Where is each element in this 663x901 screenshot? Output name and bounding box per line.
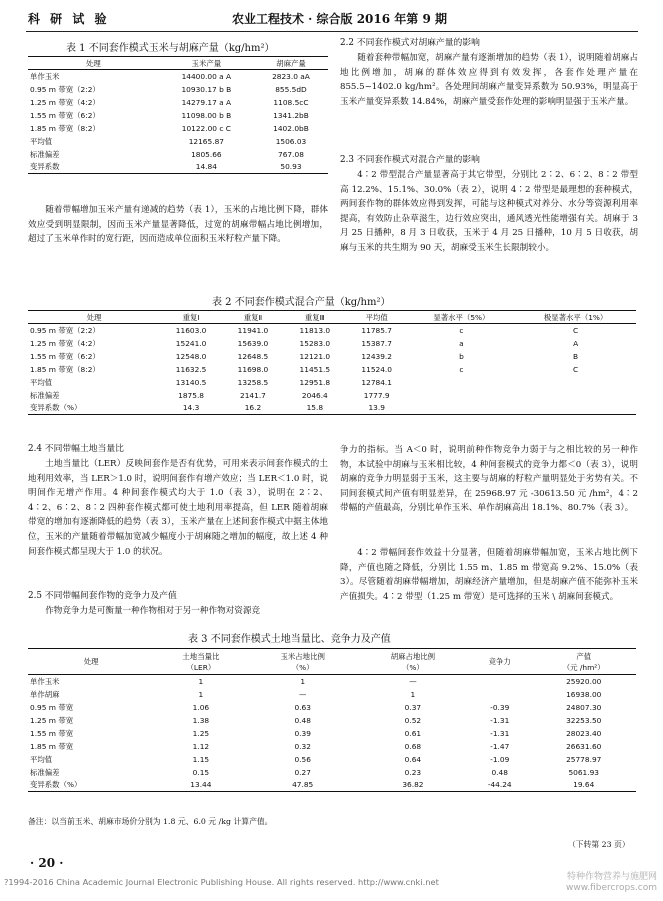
- table1-cell: 1108.5cC: [273, 97, 309, 107]
- table3-cell: 平均值: [30, 754, 53, 764]
- table1-cell: 变异系数: [30, 162, 60, 172]
- table2-cell: [515, 402, 636, 415]
- table1: [28, 56, 328, 174]
- section-2-5-heading: 2.5 不同带幅间套作物的竞争力及产值: [28, 591, 177, 601]
- table3-cell: -1.47: [490, 741, 510, 751]
- table3-row: [28, 753, 636, 766]
- table1-cell: 1805.66: [191, 149, 222, 159]
- table3-cell: —: [409, 676, 417, 686]
- table3-row: [28, 766, 636, 779]
- table3-cell: 1: [410, 689, 416, 699]
- table3-cell: 0.27: [294, 767, 311, 777]
- continued-note: （下转第 23 页）: [568, 840, 630, 849]
- table2-cell: c: [459, 364, 464, 374]
- table2-cell: b: [459, 351, 464, 361]
- table2-row: [28, 402, 636, 415]
- table2-cell: 15639.0: [237, 338, 269, 348]
- table2-cell: B: [573, 351, 579, 361]
- table3-cell: 变异系数（%）: [30, 780, 82, 790]
- table3-cell: [468, 688, 531, 701]
- table2-title: 表 2 不同套作模式混合产量（kg/hm²）: [212, 297, 391, 308]
- table1-title: 表 1 不同套作模式玉米与胡麻产量（kg/hm²）: [66, 43, 275, 54]
- table2-cell: 14.3: [182, 403, 200, 413]
- table2-cell: [515, 376, 636, 389]
- table3-row: [28, 675, 636, 688]
- table2-cell: 11785.7: [361, 325, 392, 335]
- table3-header-row: [28, 649, 636, 675]
- table2-cell: 1875.8: [178, 390, 205, 400]
- table1-cell: 855.5dD: [275, 84, 307, 94]
- table3-cell: 47.85: [292, 780, 314, 790]
- output-value-paragraph: 4∶2 带幅间套作效益十分显著，但随着胡麻带幅加宽，玉米占地比例下降，产值也随之降低，分别比 1.55 m、1.85 m 带宽高 9.2%、15.0%（表 3）。尽管随着胡麻带幅增加，胡麻经济产量增加，但是胡麻产值不能弥补玉米产值损失。4∶2 带型（1.25 m 带宽）是可选择的玉米 \ 胡麻间套模式。: [340, 548, 638, 602]
- table3-cell: 25920.00: [566, 676, 602, 686]
- table3-col-header: 产值 （元 /hm²）: [562, 651, 605, 672]
- table3-cell: 1.12: [192, 741, 210, 751]
- table1-cell: 2823.0 aA: [272, 71, 310, 81]
- table1-cell: 14.84: [195, 162, 217, 172]
- table3-row: [28, 688, 636, 701]
- table1-cell: 单作玉米: [30, 71, 60, 81]
- table3-cell: 0.15: [192, 767, 210, 777]
- table2-cell: 2141.7: [240, 390, 266, 400]
- table2-cell: 11524.0: [361, 364, 392, 374]
- table2-cell: 12784.1: [361, 377, 392, 387]
- table1-row: [28, 96, 328, 109]
- table2-cell: 0.95 m 带宽（2:2）: [30, 325, 100, 335]
- table2-cell: A: [573, 338, 579, 348]
- table1-row: [28, 161, 328, 174]
- table2-cell: c: [459, 325, 464, 335]
- table3-cell: [468, 675, 531, 688]
- table3-cell: 0.61: [404, 728, 422, 738]
- header-rule: [26, 31, 638, 32]
- table1-row: [28, 83, 328, 96]
- table2-row: [28, 350, 636, 363]
- table2-cell: 13.9: [368, 403, 385, 413]
- table1-cell: 标准偏差: [30, 149, 60, 159]
- section-2-2-heading: 2.2 不同套作模式对胡麻产量的影响: [340, 38, 480, 48]
- table2-cell: 15283.0: [299, 338, 331, 348]
- table2-row: [28, 337, 636, 350]
- table3-cell: -1.31: [490, 728, 510, 738]
- table2-cell: 12648.5: [237, 351, 269, 361]
- table3-cell: 13.44: [190, 780, 212, 790]
- table2-col-header: 重复Ⅲ: [304, 312, 325, 322]
- table3-cell: 0.37: [404, 702, 422, 712]
- table3-cell: 1: [198, 676, 204, 686]
- table2-cell: a: [459, 338, 464, 348]
- table2-cell: 1.25 m 带宽（4:2）: [30, 338, 100, 348]
- table3-cell: 0.48: [491, 767, 508, 777]
- table3-cell: 0.48: [294, 715, 311, 725]
- table3-cell: 0.39: [294, 728, 311, 738]
- section-2-2-text: 随着套种带幅加宽，胡麻产量有逐渐增加的趋势（表 1），说明随着胡麻占地比例增加，胡麻的群体效应得到有效发挥，各套作处理产量在 855.5~1402.0 kg/hm²。各处理间胡麻产量变异系数为 50.93%，明显高于玉米产量变异系数 14.84%，胡麻产量受套作处理的影响明显强于玉米产量。: [340, 53, 638, 107]
- table2-header-row: [28, 311, 636, 324]
- table3-col-header: 竞争力: [488, 657, 511, 666]
- table2-row: [28, 389, 636, 402]
- table1-col-header: 玉米产量: [191, 58, 222, 68]
- watermark-line: www.fibercrops.com: [566, 883, 657, 893]
- table2-cell: 11813.0: [299, 325, 331, 335]
- table1-cell: 平均值: [30, 136, 53, 146]
- table3-cell: 0.52: [404, 715, 422, 725]
- table3-row: [28, 779, 636, 792]
- table3-row: [28, 740, 636, 753]
- table1-cell: 14400.00 a A: [181, 71, 232, 81]
- table3-cell: 1.25 m 带宽: [30, 715, 74, 725]
- table1-cell: 0.95 m 带宽（2:2）: [30, 84, 100, 94]
- table1-cell: 1402.0bB: [273, 123, 309, 133]
- table2-cell: 平均值: [30, 377, 53, 387]
- section-2-3-heading: 2.3 不同套作模式对混合产量的影响: [340, 155, 480, 165]
- table3-col-header: 处理: [83, 657, 99, 666]
- page-number: · 20 ·: [30, 856, 64, 870]
- section-2-5-text: 作物竞争力是可衡量一种作物相对于另一种作物对资源竞: [45, 606, 261, 616]
- table2-cell: 1777.9: [363, 390, 390, 400]
- table2-col-header: 处理: [86, 312, 102, 322]
- table3-cell: 32253.50: [566, 715, 602, 725]
- table3-cell: -1.31: [490, 715, 510, 725]
- table3-row: [28, 701, 636, 714]
- table3-cell: 26631.60: [566, 741, 602, 751]
- table3-cell: 1.38: [192, 715, 210, 725]
- table2-col-header: 极显著水平（1%）: [543, 312, 608, 322]
- table3-col-header: 玉米占地比例 （%）: [280, 651, 325, 672]
- table3-col-header: 土地当量比 （LER）: [182, 651, 220, 672]
- table1-cell: 1.85 m 带宽（8:2）: [30, 123, 100, 133]
- copyright-footer: ?1994-2016 China Academic Journal Electronic Publishing House. All rights reserved. http://www.cnki.net: [0, 876, 663, 901]
- watermark-line: 特种作物营养与施肥网: [566, 872, 657, 882]
- table2-cell: 11603.0: [175, 325, 207, 335]
- table3-cell: 0.32: [294, 741, 311, 751]
- table2-cell: 2046.4: [301, 390, 328, 400]
- journal-header: 农业工程技术 · 综合版 2016 年第 9 期: [232, 12, 447, 26]
- table2-cell: 12548.0: [175, 351, 207, 361]
- table2-cell: 13258.5: [237, 377, 269, 387]
- table1-cell: 1506.03: [275, 136, 307, 146]
- table1-cell: 1.25 m 带宽（4:2）: [30, 97, 100, 107]
- table3-cell: 36.82: [402, 780, 424, 790]
- table1-row: [28, 109, 328, 122]
- table2-col-header: 重复Ⅰ: [182, 312, 200, 322]
- table2-cell: 16.2: [244, 403, 262, 413]
- table1-cell: 50.93: [280, 162, 302, 172]
- table1-col-header: 处理: [85, 58, 101, 68]
- table1-row: [28, 70, 328, 83]
- table1-row: [28, 122, 328, 135]
- table3-cell: 0.56: [294, 754, 311, 764]
- table3-cell: 标准偏差: [30, 767, 60, 777]
- table1-cell: 14279.17 a A: [181, 97, 232, 107]
- table1-row: [28, 148, 328, 161]
- table3-cell: 1.15: [192, 754, 210, 764]
- table1-cell: 11098.00 b B: [181, 110, 232, 120]
- table3-cell: -44.24: [487, 780, 512, 790]
- table3-cell: 单作玉米: [30, 676, 60, 686]
- table3-cell: 1.25: [192, 728, 210, 738]
- table3-cell: 0.68: [404, 741, 422, 751]
- table2-cell: 15.8: [306, 403, 324, 413]
- table2-col-header: 重复Ⅱ: [243, 312, 263, 322]
- table3-cell: 1: [198, 689, 204, 699]
- table2-cell: [408, 376, 516, 389]
- table3-cell: -1.09: [490, 754, 510, 764]
- table2-col-header: 平均值: [365, 312, 388, 322]
- table3-cell: 0.64: [404, 754, 422, 764]
- section-2-3-text: 4∶2 带型混合产量显著高于其它带型，分别比 2∶2、6∶2、8∶2 带型高 12.2%、15.1%、30.0%（表 2），说明 4∶2 带型是最理想的套种模式，两间套作物的群体效应得到发挥，可能与这种模式对养分、水分等资源利用率提高，有效防止杂草滋生，边行效应突出，通风透光性能增强有关。胡麻于 3 月 25 日播种，8 月 3 日收获，玉米于 4 月 25 日播种，10 月 5 日收获，胡麻与玉米的共生期为 90 天，胡麻受玉米生长限制较小。: [340, 170, 638, 253]
- competitiveness-paragraph: 争力的指标。当 A＜0 时，说明前种作物竞争力弱于与之相比较的另一种作物，本试验中胡麻与玉米相比较，4 种间套模式的竞争力都＜0（表 3），说明胡麻的竞争力明显弱于玉米，这主要与胡麻的籽粒产量明显处于劣势有关。不同间套模式间产值有明显差异，在 25968.97 元 -30613.50 元 /hm²，4∶2 带幅的产值最高，分别比单作玉米、单作胡麻高出 18.1%、80.7%（表 3）。: [340, 445, 638, 514]
- table2-cell: 11698.0: [237, 364, 269, 374]
- table3-cell: 5061.93: [568, 767, 599, 777]
- table2-cell: 变异系数（%）: [30, 403, 82, 413]
- table3: [28, 648, 636, 792]
- table3-cell: —: [298, 689, 307, 699]
- table3-row: [28, 714, 636, 727]
- table1-header-row: [28, 57, 328, 70]
- paragraph-maize-yield: 随着带幅增加玉米产量有递减的趋势（表 1），玉米的占地比例下降，群体效应受到明显限制，因而玉米产量显著降低，过宽的胡麻带幅占地比例增加，超过了玉米单作时的宽行距，因而造成单位面积玉米籽粒产量下降。: [28, 205, 328, 245]
- table2-row: [28, 363, 636, 376]
- table2-cell: 标准偏差: [30, 390, 60, 400]
- table3-note: 备注：以当前玉米、胡麻市场价分别为 1.8 元、6.0 元 /kg 计算产值。: [28, 817, 273, 826]
- table3-cell: 28023.40: [566, 728, 602, 738]
- table3-cell: 1.55 m 带宽: [30, 728, 74, 738]
- table3-cell: 25778.97: [566, 754, 602, 764]
- section-2-4-text: 土地当量比（LER）反映间套作是否有优势，可用来表示间套作模式的土地利用效率，当 LER＞1.0 时，说明间套作有增产效应；当 LER＜1.0 时，说明间作无增产作用。4 种间套作模式均大于 1.0（表 3），说明在 2∶2、4∶2、6∶2、8∶2 四种套作模式都可使土地利用率提高，但 LER 随着胡麻带宽的增加有逐渐降低的趋势（表 3），玉米产量在上述间套作模式中据主体地位，玉米的产量随着带幅加宽减少幅度小于胡麻随之增加的幅度，故上述 4 种间套作模式都呈现大于 1.0 的状况。: [28, 459, 328, 557]
- watermark: [566, 872, 657, 894]
- table2-cell: 12121.0: [299, 351, 331, 361]
- table2-cell: 11941.0: [237, 325, 269, 335]
- table3-cell: 0.23: [404, 767, 422, 777]
- table2-cell: 12439.2: [361, 351, 392, 361]
- table3-cell: 0.63: [294, 702, 311, 712]
- table1-col-header: 胡麻产量: [276, 58, 306, 68]
- table3-cell: 16938.00: [566, 689, 602, 699]
- table3-cell: -0.39: [490, 702, 510, 712]
- section-label: 科 研 试 验: [28, 12, 110, 26]
- table1-row: [28, 135, 328, 148]
- table2-cell: 11451.5: [299, 364, 331, 374]
- table2-cell: C: [573, 325, 579, 335]
- table2-row: [28, 324, 636, 337]
- table3-cell: 单作胡麻: [30, 689, 60, 699]
- table2-cell: 11632.5: [175, 364, 207, 374]
- table1-cell: 12165.87: [188, 136, 224, 146]
- table2-col-header: 显著水平（5%）: [433, 312, 490, 322]
- table2-cell: [408, 402, 516, 415]
- table3-cell: 1.85 m 带宽: [30, 741, 74, 751]
- table3-cell: 0.95 m 带宽: [30, 702, 74, 712]
- table1-cell: 1.55 m 带宽（6:2）: [30, 110, 100, 120]
- table3-cell: 19.64: [573, 780, 595, 790]
- table1-cell: 10930.17 b B: [181, 84, 232, 94]
- table2-cell: C: [573, 364, 579, 374]
- table2-cell: 12951.8: [299, 377, 331, 387]
- table2-cell: 13140.5: [175, 377, 207, 387]
- table3-cell: 1: [300, 676, 306, 686]
- table3-col-header: 胡麻占地比例 （%）: [390, 651, 436, 672]
- table3-row: [28, 727, 636, 740]
- table1-cell: 1341.2bB: [273, 110, 309, 120]
- section-2-4-heading: 2.4 不同带幅土地当量比: [28, 444, 124, 454]
- table2-cell: [408, 389, 516, 402]
- table3-title: 表 3 不同套作模式土地当量比、竞争力及产值: [188, 634, 391, 645]
- table3-cell: 1.06: [192, 702, 210, 712]
- table3-cell: 24807.30: [566, 702, 602, 712]
- table2-cell: 15387.7: [361, 338, 392, 348]
- table2-cell: 1.85 m 带宽（8:2）: [30, 364, 100, 374]
- table1-cell: 10122.00 c C: [181, 123, 231, 133]
- table1-cell: 767.08: [278, 149, 304, 159]
- table2-cell: 15241.0: [175, 338, 207, 348]
- table2-row: [28, 376, 636, 389]
- table2: [28, 310, 636, 415]
- table2-cell: [515, 389, 636, 402]
- table2-cell: 1.55 m 带宽（6:2）: [30, 351, 100, 361]
